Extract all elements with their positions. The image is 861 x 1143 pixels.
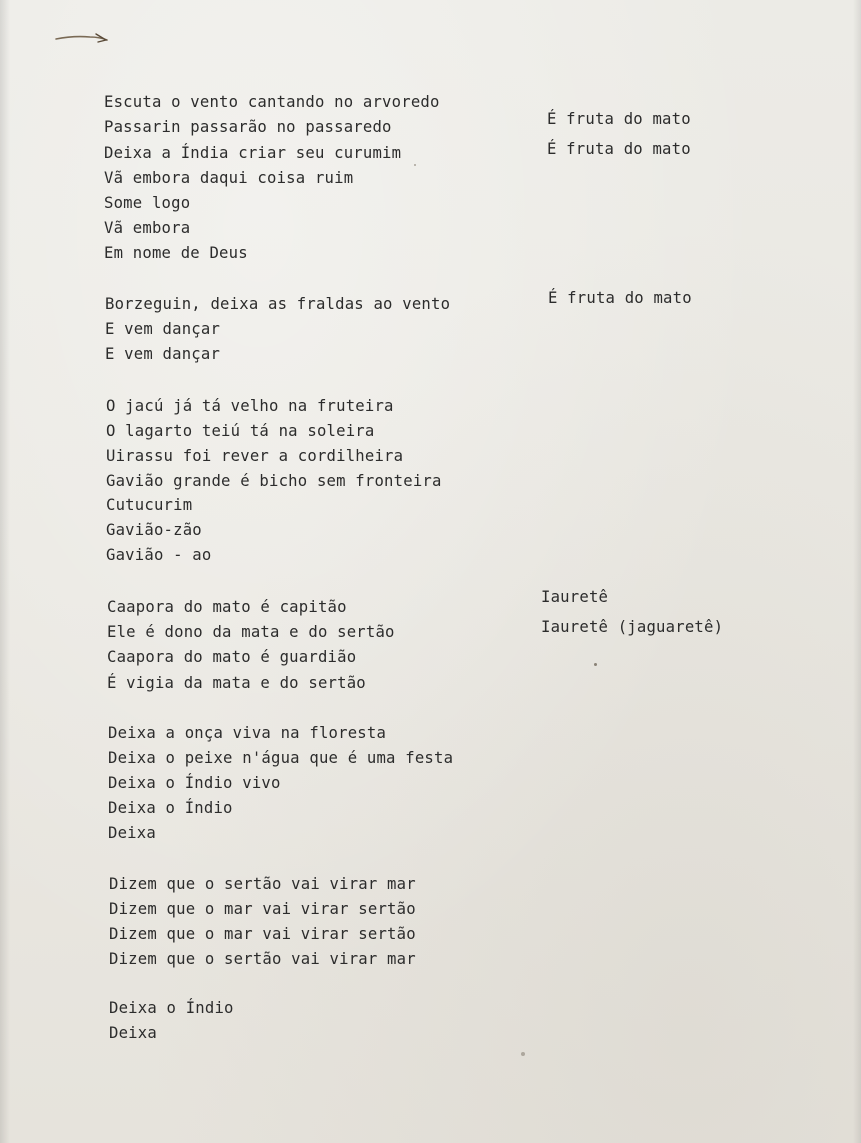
refrain-line: É fruta do mato: [547, 110, 691, 128]
lyric-line: Deixa: [109, 1024, 157, 1042]
lyric-line: Deixa o Índio: [109, 999, 234, 1017]
refrain-line: Iauretê (jaguaretê): [541, 618, 724, 636]
paper-speck: [594, 663, 597, 666]
lyric-line: Cutucurim: [106, 496, 193, 514]
refrain-line: É fruta do mato: [548, 289, 692, 307]
lyric-line: Gavião - ao: [106, 546, 212, 564]
lyric-line: Escuta o vento cantando no arvoredo: [104, 93, 440, 111]
lyric-line: Vã embora: [104, 219, 191, 237]
lyric-line: Deixa o peixe n'água que é uma festa: [108, 749, 454, 767]
lyric-line: Deixa o Índio vivo: [108, 774, 281, 792]
lyric-line: Deixa: [108, 824, 156, 842]
lyric-line: E vem dançar: [105, 345, 221, 363]
lyric-line: Dizem que o sertão vai virar mar: [109, 875, 416, 893]
lyric-line: Deixa a onça viva na floresta: [108, 724, 387, 742]
lyric-line: O jacú já tá velho na fruteira: [106, 397, 394, 415]
lyric-line: Caapora do mato é guardião: [107, 648, 357, 666]
lyric-line: Caapora do mato é capitão: [107, 598, 347, 616]
lyric-line: Gavião grande é bicho sem fronteira: [106, 472, 442, 490]
lyric-line: Dizem que o mar vai virar sertão: [109, 925, 416, 943]
paper-speck: [414, 164, 416, 166]
lyric-line: Some logo: [104, 194, 191, 212]
lyric-line: Dizem que o mar vai virar sertão: [109, 900, 416, 918]
lyric-line: Em nome de Deus: [104, 244, 248, 262]
pen-mark: [52, 28, 112, 46]
lyric-line: É vigia da mata e do sertão: [107, 674, 366, 692]
lyric-line: Deixa a Índia criar seu curumim: [104, 144, 402, 162]
refrain-line: Iauretê: [541, 588, 609, 606]
lyric-line: Passarin passarão no passaredo: [104, 118, 392, 136]
refrain-line: É fruta do mato: [547, 140, 691, 158]
lyric-line: Gavião-zão: [106, 521, 202, 539]
lyric-line: Vã embora daqui coisa ruim: [104, 169, 354, 187]
lyric-line: O lagarto teiú tá na soleira: [106, 422, 375, 440]
lyric-line: E vem dançar: [105, 320, 221, 338]
lyric-line: Uirassu foi rever a cordilheira: [106, 447, 404, 465]
lyric-line: Borzeguin, deixa as fraldas ao vento: [105, 295, 451, 313]
lyric-line: Dizem que o sertão vai virar mar: [109, 950, 416, 968]
paper-speck: [521, 1052, 525, 1056]
lyric-line: Deixa o Índio: [108, 799, 233, 817]
lyric-line: Ele é dono da mata e do sertão: [107, 623, 395, 641]
